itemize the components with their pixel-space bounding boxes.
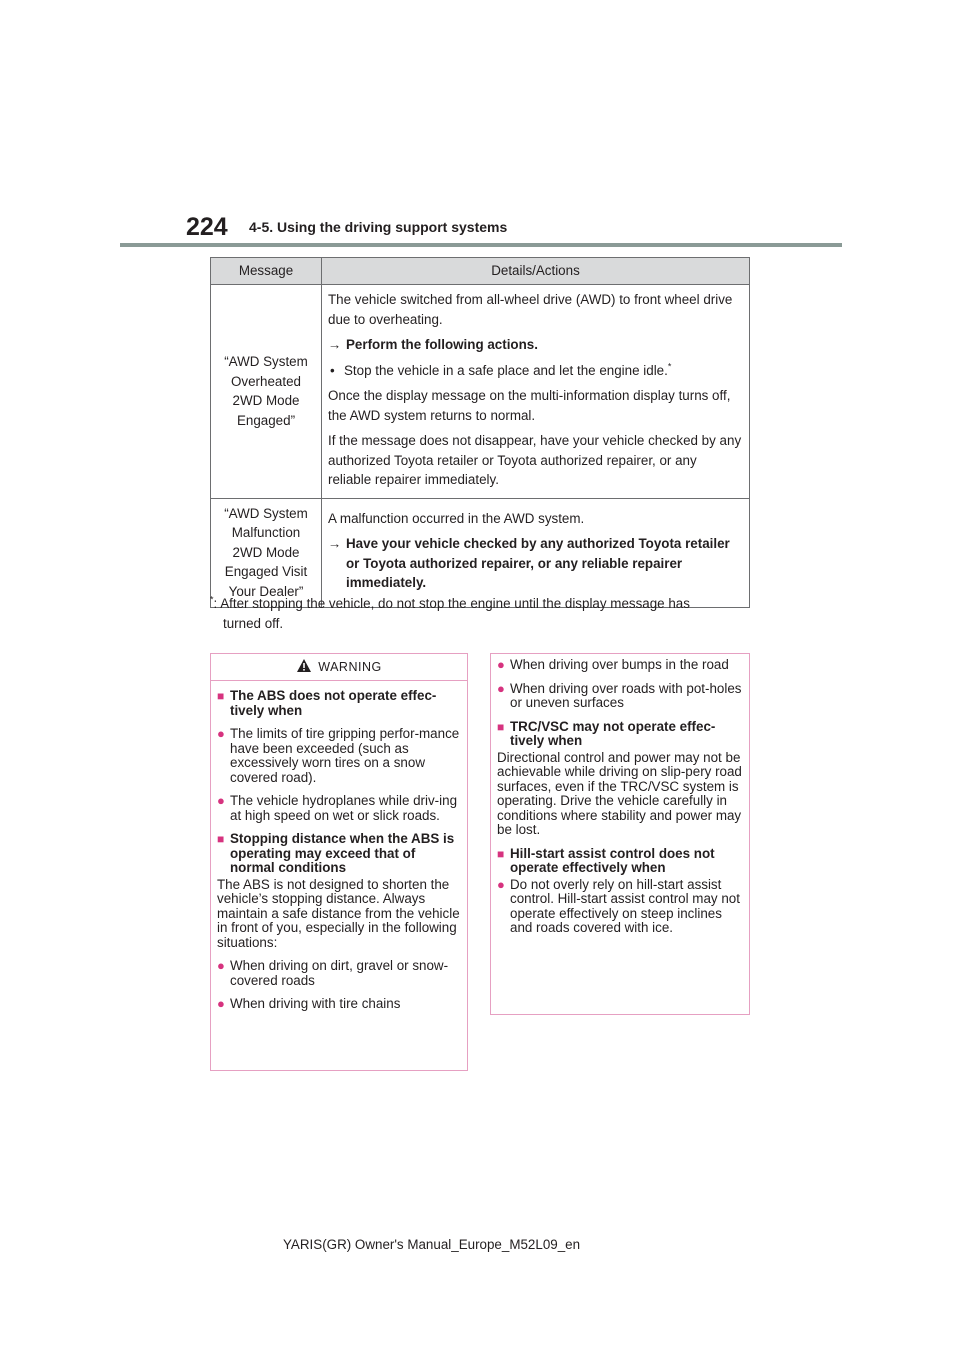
square-marker-icon: ■	[497, 846, 505, 861]
message-cell	[211, 285, 322, 499]
heading-text: TRC/VSC may not operate effec-tively when	[510, 718, 716, 748]
details-cell	[322, 285, 750, 499]
warning-triangle-icon	[296, 658, 312, 676]
bullet-line	[328, 361, 743, 381]
warning-header	[211, 654, 467, 681]
list-item	[217, 997, 461, 1012]
warning-body	[491, 654, 749, 936]
bullet-icon: •	[330, 362, 335, 378]
arrow-icon: →	[328, 337, 342, 352]
warning-paragraph: Directional control and power may not be achievable while driving on slip-pery road surfaces, even if the TRC/VSC system is operating. Drive the vehicle carefully in conditions where stability and power may be lost.	[497, 749, 742, 837]
message-cell	[211, 498, 322, 607]
message-table	[210, 257, 750, 608]
item-text: When driving with tire chains	[230, 996, 401, 1011]
bullet-icon: ●	[217, 726, 225, 741]
column-header-details: Details/Actions	[322, 258, 750, 285]
heading-text: The ABS does not operate effec-tively when	[230, 688, 437, 718]
warning-paragraph: The ABS is not designed to shorten the vehicle’s stopping distance. Always maintain a safe distance from the vehicle in front of you, especially in the following situations:	[217, 876, 460, 950]
list-item	[497, 682, 743, 711]
column-header-message: Message	[211, 258, 322, 285]
details-para2: If the message does not disappear, have your vehicle checked by any authorized Toyota retailer or Toyota authorized repairer, or any reliable repairer immediately.	[328, 433, 742, 487]
bullet-text: Stop the vehicle in a safe place and let the engine idle.*	[344, 361, 672, 378]
warning-box	[210, 653, 468, 1071]
bullet-icon: ●	[497, 657, 505, 672]
warning-box-continued	[490, 653, 750, 1015]
section-title: 4-5. Using the driving support systems	[249, 219, 508, 235]
bullet-icon: ●	[217, 958, 225, 973]
square-marker-icon: ■	[217, 689, 225, 703]
footnote-mark: *	[210, 594, 214, 605]
footnote-mark: *	[667, 361, 672, 372]
details-para1: Once the display message on the multi-information display turns off, the AWD system returns to normal.	[328, 388, 731, 423]
table-row	[211, 285, 750, 499]
warning-heading	[217, 689, 461, 718]
arrow-icon: →	[328, 536, 342, 551]
action-text: Have your vehicle checked by any authorized Toyota retailer or Toyota authorized repairer, or any reliable repairer immediately.	[346, 536, 730, 590]
square-marker-icon: ■	[217, 832, 225, 846]
heading-text: Hill-start assist control does not operate effectively when	[510, 845, 715, 875]
list-item	[217, 794, 461, 823]
item-text: The limits of tire gripping perfor-mance have been exceeded (such as excessively worn tires on a snow covered road).	[230, 726, 460, 785]
warning-heading	[217, 832, 461, 876]
item-text: The vehicle hydroplanes while driv-ing at high speed on wet or slick roads.	[230, 793, 458, 823]
footnote-text-line2: turned off.	[223, 616, 284, 631]
list-item	[497, 878, 743, 936]
table-header-row	[211, 258, 750, 285]
action-line	[328, 335, 743, 355]
message-text: “AWD System Overheated 2WD Mode Engaged”	[224, 354, 308, 428]
footer-text: YARIS(GR) Owner's Manual_Europe_M52L09_en	[283, 1237, 581, 1252]
bullet-icon: ●	[497, 680, 505, 696]
header-rule	[120, 243, 842, 247]
details-cell	[322, 498, 750, 607]
message-text: “AWD System Malfunction 2WD Mode Engaged Visit Your Dealer”	[224, 505, 308, 599]
page-number: 224	[186, 213, 228, 241]
item-text: When driving over bumps in the road	[510, 657, 729, 672]
action-text: Perform the following actions.	[346, 337, 538, 352]
footnote	[210, 594, 750, 634]
warning-heading	[497, 720, 743, 749]
details-intro: A malfunction occurred in the AWD system.	[328, 510, 585, 526]
item-text: Do not overly rely on hill-start assist control. Hill-start assist control may not operate effectively on steep inclines and roads covered with ice.	[510, 876, 740, 935]
table-row	[211, 498, 750, 607]
list-item	[217, 727, 461, 785]
heading-text: Stopping distance when the ABS is operating may exceed that of normal conditions	[230, 831, 455, 875]
square-marker-icon: ■	[497, 719, 505, 734]
bullet-icon: ●	[497, 876, 505, 892]
item-text: When driving on dirt, gravel or snow-covered roads	[230, 958, 449, 988]
details-intro: The vehicle switched from all-wheel drive (AWD) to front wheel drive due to overheating.	[328, 292, 733, 327]
warning-body	[211, 681, 467, 1012]
list-item	[497, 658, 743, 673]
bullet-icon: ●	[217, 996, 225, 1011]
footnote-text-line1: : After stopping the vehicle, do not stop the engine until the display message has	[213, 596, 690, 611]
item-text: When driving over roads with pot-holes or uneven surfaces	[510, 680, 742, 710]
action-line	[328, 534, 743, 593]
list-item	[217, 959, 461, 988]
warning-title: WARNING	[318, 660, 382, 674]
bullet-icon: ●	[217, 793, 225, 808]
warning-heading	[497, 847, 743, 876]
